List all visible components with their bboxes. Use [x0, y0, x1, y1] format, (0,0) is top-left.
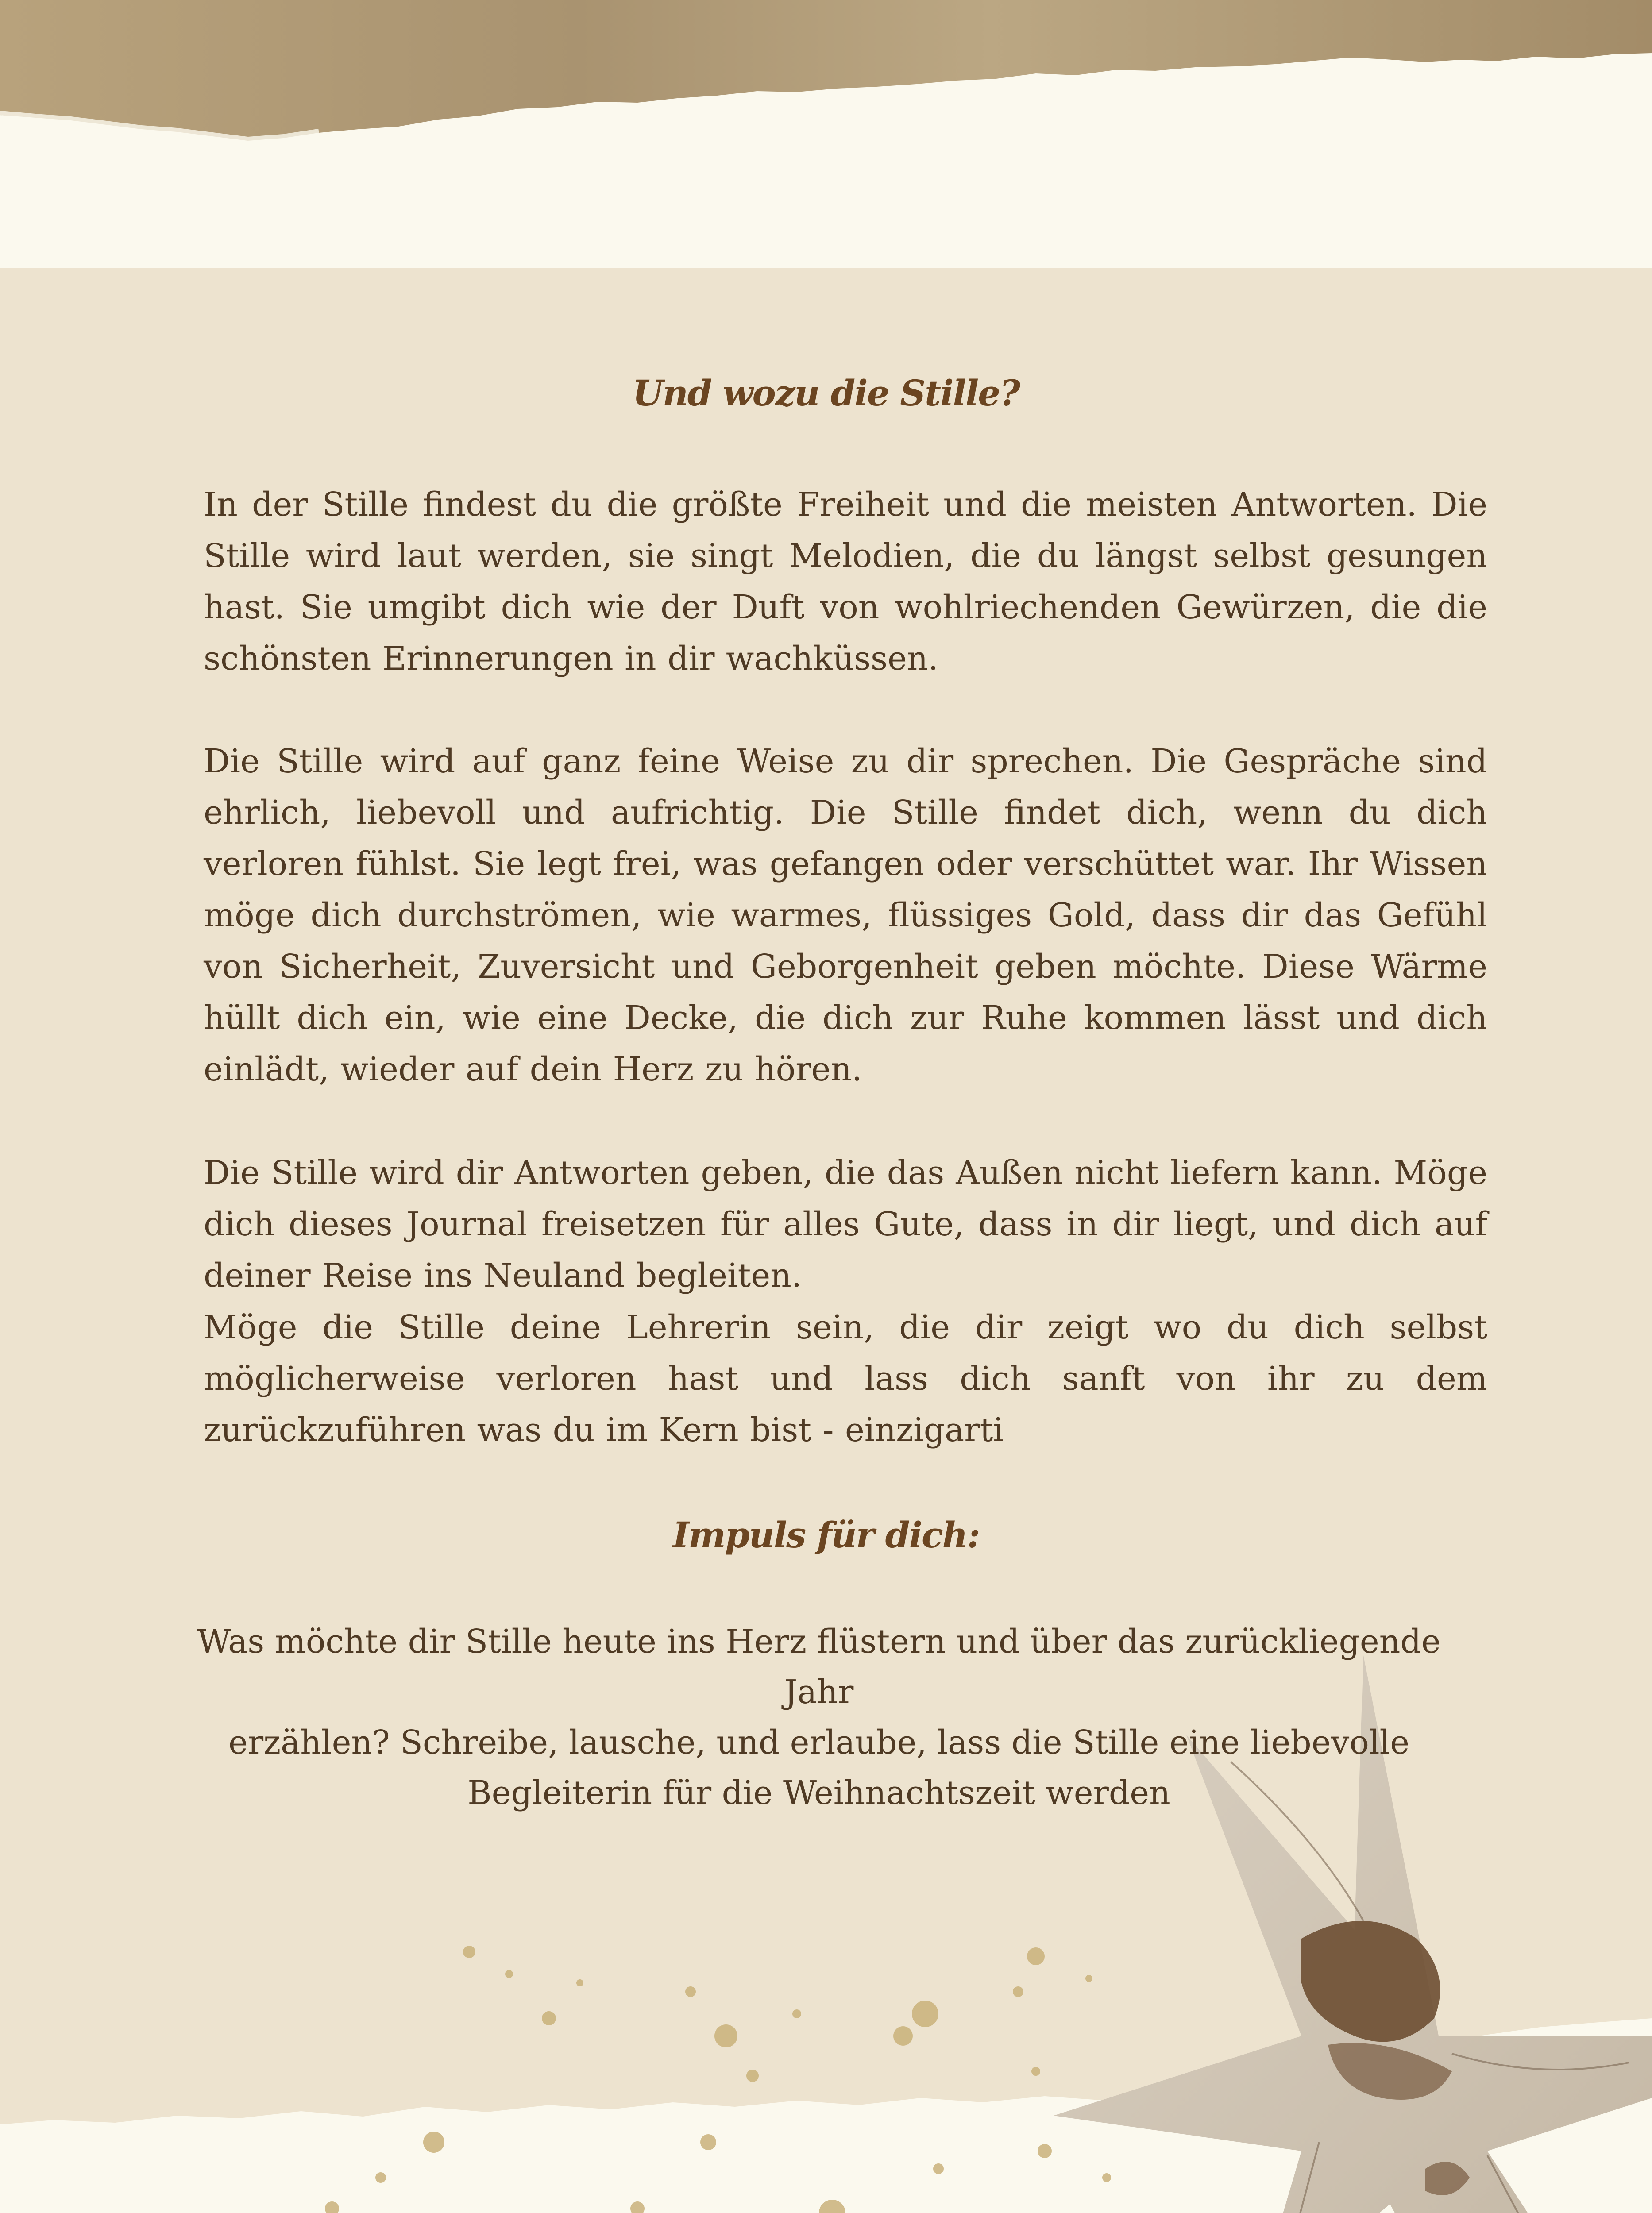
gold-dot [714, 2024, 737, 2047]
gold-dot [542, 2011, 556, 2025]
gold-dot [746, 2070, 759, 2082]
gold-dot [792, 2009, 801, 2018]
paragraph-2 [204, 736, 1487, 1095]
gold-dot [375, 2172, 386, 2183]
gold-dot [463, 1946, 475, 1958]
gold-dot [1031, 2067, 1040, 2076]
gold-dot [630, 2201, 645, 2213]
gold-dot [505, 1970, 513, 1978]
gold-dot [423, 2132, 444, 2153]
paragraph-text: Die Stille wird dir Antworten geben, die das Außen nicht liefern kann. Möge dich dieses Journal freisetzen für alles Gute, dass in dir liegt, und dich auf deiner Reise ins Neuland begleiten. [204, 1154, 1487, 1295]
paragraph-3 [204, 1147, 1487, 1301]
gold-dot [700, 2134, 716, 2150]
gold-dot [1038, 2144, 1052, 2158]
section-heading-impuls: Impuls für dich: [672, 1514, 980, 1556]
paragraph-4 [204, 1302, 1487, 1456]
gold-dot [1013, 1986, 1023, 1997]
gold-dot [933, 2163, 944, 2174]
paragraph-text: Möge die Stille deine Lehrerin sein, die dir zeigt wo du dich selbst möglicherweise verloren hast und lass dich sanft von ihr zu dem zurückzuführen was du im Kern bist - einzigarti [204, 1308, 1487, 1449]
paragraph-text: Die Stille wird auf ganz feine Weise zu dir sprechen. Die Gespräche sind ehrlich, liebevoll und aufrichtig. Die Stille findet dich, wenn du dich verloren fühlst. Sie legt frei, was gefangen oder verschüttet war. Ihr Wissen möge dich durchströmen, wie warmes, flüssiges Gold, dass dir das Gefühl von Sicherheit, Zuversicht und Geborgenheit geben möchte. Diese Wärme hüllt dich ein, wie eine Decke, die dich zur Ruhe kommen lässt und dich einlädt, wieder auf dein Herz zu hören. [204, 742, 1487, 1088]
impulse-text [186, 1616, 1452, 1818]
gold-dot [912, 2001, 938, 2027]
gold-dot [893, 2026, 913, 2046]
gold-dot [576, 1979, 583, 1986]
gold-dot [685, 1986, 696, 1997]
torn-kraft-paper-top [0, 0, 1652, 186]
gold-dot [325, 2201, 339, 2213]
section-heading-stille: Und wozu die Stille? [632, 372, 1020, 414]
gold-dot [819, 2200, 845, 2213]
gold-dot [1027, 1947, 1045, 1965]
impulse-line: Was möchte dir Stille heute ins Herz flüstern und über das zurückliegende Jahr [197, 1623, 1441, 1711]
paragraph-text: In der Stille findest du die größte Freiheit und die meisten Antworten. Die Stille wird laut werden, sie singt Melodien, die du längst selbst gesungen hast. Sie umgibt dich wie der Duft von wohlriechenden Gewürzen, die die schönsten Erinnerungen in dir wachküssen. [204, 486, 1487, 678]
impulse-line: Begleiterin für die Weihnachtszeit werden [467, 1774, 1170, 1812]
paragraph-1 [204, 479, 1487, 684]
impulse-line: erzählen? Schreibe, lausche, und erlaube, lass die Stille eine liebevolle [228, 1723, 1410, 1762]
